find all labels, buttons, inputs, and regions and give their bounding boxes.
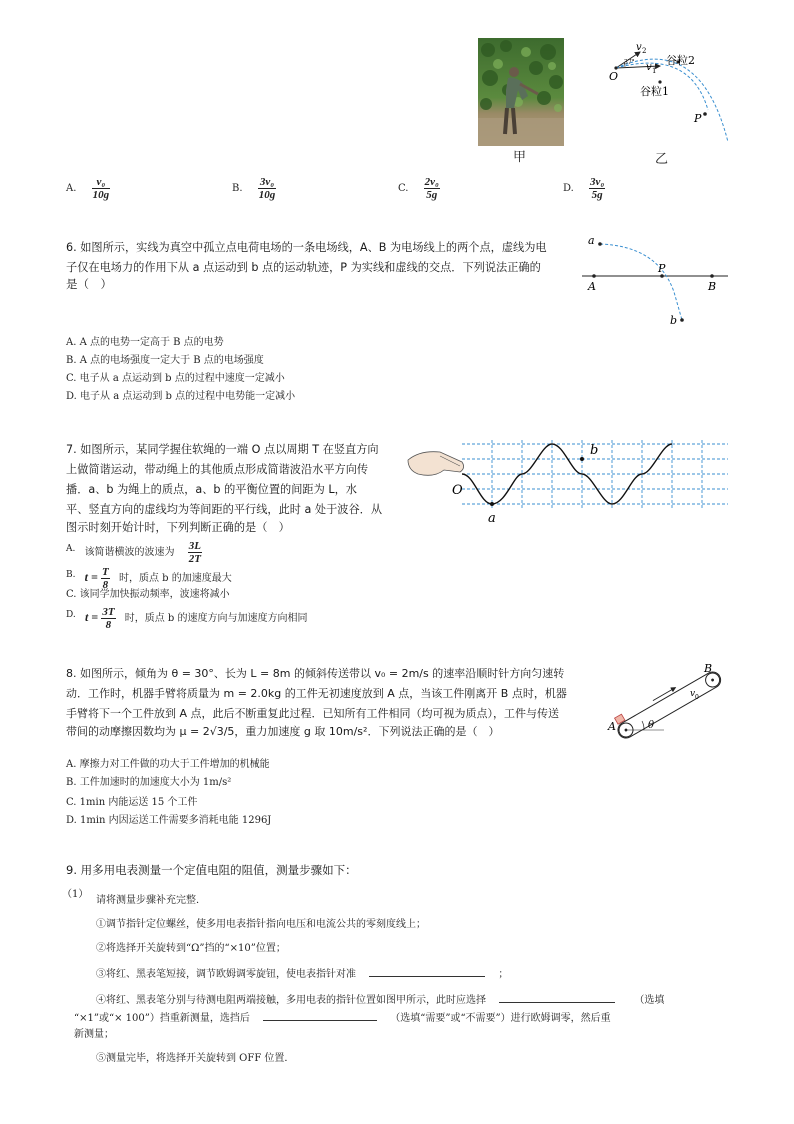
q6-stem-line-2: 子仅在电场力的作用下从 a 点运动到 b 点的运动轨迹，P 为实线和虚线的交点．下列说法正确的 — [66, 261, 541, 274]
q6-option-c[interactable]: C. 电子从 a 点运动到 b 点的过程中速度一定减小 — [66, 373, 285, 384]
q9-step-3 — [96, 964, 508, 984]
q7-label-a: a — [488, 511, 496, 526]
label-v2-sub: 2 — [642, 47, 647, 55]
q6-option-a[interactable]: A. A 点的电势一定高于 B 点的电势 — [66, 337, 224, 348]
label-P: P — [694, 112, 702, 125]
q5-option-b-num: 3v₀ — [258, 176, 277, 189]
q5-option-d-num: 3v₀ — [590, 176, 605, 188]
q9-blank-3[interactable] — [263, 1008, 377, 1021]
q7-stem-line-5: 图示时刻开始计时，下列判断正确的是（ ） — [66, 521, 290, 534]
q6-label-A: A — [588, 280, 596, 293]
q6-label-B: B — [708, 280, 717, 293]
q9-step-4-zero-hint: （选填“需要”或“不需要”）进行欧姆调零，然后重 — [390, 1013, 611, 1024]
label-v2: v — [636, 42, 642, 53]
q7-option-a-letter: A. — [66, 544, 76, 554]
q8-option-a[interactable]: A. 摩擦力对工件做的功大于工件增加的机械能 — [66, 759, 270, 770]
label-O: O — [609, 70, 619, 83]
q5-option-c-fraction — [424, 176, 440, 201]
q7-option-d-letter: D. — [66, 610, 76, 620]
label-v1-sub: 1 — [652, 67, 657, 75]
q9-part-number: （1） — [62, 889, 89, 900]
q5-option-a-fraction — [92, 176, 111, 201]
q7-option-a-text: 该简谐横波的波速为 — [84, 547, 175, 558]
q5-option-d-den: 5g — [591, 189, 603, 201]
q9-step-4-line-3: 新测量； — [74, 1029, 114, 1040]
q7-option-b-den: 8 — [102, 579, 109, 591]
farmer-photo — [478, 38, 564, 146]
q9-blank-2[interactable] — [499, 990, 615, 1003]
q8-conveyor-figure — [604, 660, 734, 746]
q9-step-4-range-text: “×1”或“× 100”）挡重新测量，选挡后 — [74, 1013, 250, 1024]
q7-stem-line-1: 7. 如图所示，某同学握住软绳的一端 O 点以周期 T 在竖直方向 — [66, 443, 379, 456]
q7-stem-line-4: 平、竖直方向的虚线均为等间距的平行线，此时 a 处于波谷．从 — [66, 503, 383, 516]
q5-option-d-letter: D. — [563, 183, 574, 194]
q6-stem-line-1: 6. 如图所示，实线为真空中孤立点电荷电场的一条电场线，A、B 为电场线上的两个点，虚线为电 — [66, 241, 547, 254]
q5-option-b-letter: B. — [232, 183, 243, 194]
q5-option-d-fraction — [589, 176, 605, 201]
q9-blank-1[interactable] — [369, 964, 485, 977]
q7-label-O: O — [452, 483, 463, 498]
q7-wave-figure — [404, 432, 730, 528]
q8-option-b[interactable]: B. 工件加速时的加速度大小为 1m/s² — [66, 777, 232, 788]
q5-option-c[interactable] — [398, 176, 440, 201]
q7-option-a[interactable] — [66, 540, 202, 565]
q5-option-a-den: 10g — [92, 189, 110, 201]
q7-option-d-pre: t = — [84, 610, 99, 624]
q7-option-a-fraction — [188, 540, 202, 565]
q9-step-4-line-1 — [96, 990, 728, 1010]
q9-step-3-text: ③将红、黑表笔短接，调节欧姆调零旋钮，使电表指针对准 — [96, 969, 356, 980]
q9-step-4-select-hint: （选填 — [634, 995, 665, 1006]
q8-stem-line-4: 带间的动摩擦因数均为 μ = 2√3/5，重力加速度 g 取 10m/s²．下列说法正确的是（ ） — [66, 725, 500, 738]
q7-stem-line-2: 上做简谐运动，带动绳上的其他质点形成简谐波沿水平方向传 — [66, 463, 369, 476]
q9-step-1: ①调节指针定位螺丝，使多用电表指针指向电压和电流公共的零刻度线上； — [96, 919, 426, 930]
q9-step-4-line-2 — [74, 1008, 734, 1028]
label-grain2: 谷粒2 — [666, 54, 695, 67]
q7-label-b: b — [590, 443, 599, 458]
q5-option-a-num: v₀ — [92, 176, 111, 189]
q7-option-b-num: T — [102, 566, 109, 578]
q8-stem-line-3: 手臂将下一个工件放到 A 点，此后不断重复此过程．已知所有工件相同（均可视为质点），工件与传送 — [66, 707, 560, 720]
q6-stem-line-3: 是（ ） — [66, 277, 112, 291]
q8-option-d[interactable]: D. 1min 内因运送工件需要多消耗电能 1296J — [66, 815, 272, 826]
q5-option-c-num: 2v₀ — [424, 176, 439, 188]
q5-option-a[interactable] — [66, 176, 110, 201]
label-37deg: 37° — [624, 59, 635, 66]
q9-title: 9. 用多用电表测量一个定值电阻的阻值，测量步骤如下： — [66, 863, 357, 877]
q6-label-a: a — [588, 234, 595, 247]
q9-step-5: ⑤测量完毕，将选择开关旋转到 OFF 位置． — [96, 1053, 295, 1064]
q6-field-line-figure — [578, 232, 730, 328]
q7-option-a-num: 3L — [188, 540, 201, 552]
grain-trajectory-figure — [600, 32, 740, 148]
q7-option-d-num: 3T — [102, 606, 115, 618]
q9-step-4-text: ④将红、黑表笔分别与待测电阻两端接触，多用电表的指针位置如图甲所示，此时应选择 — [96, 995, 486, 1006]
q5-option-d[interactable] — [563, 176, 605, 201]
q8-label-B: B — [704, 662, 713, 675]
q8-stem-line-2: 动．工作时，机器手臂将质量为 m = 2.0kg 的工件无初速度放到 A 点，当该工件刚离开 B 点时，机器 — [66, 687, 567, 700]
figure-label-jia: 甲 — [513, 150, 527, 165]
q7-option-a-den: 2T — [188, 553, 201, 565]
q9-step-2: ②将选择开关旋转到“Ω”挡的“×10”位置； — [96, 943, 286, 954]
q7-option-d-fraction — [101, 606, 115, 631]
label-v1: v — [646, 62, 652, 73]
q7-option-d-text: 时，质点 b 的速度方向与加速度方向相同 — [124, 613, 308, 624]
q5-option-b[interactable] — [232, 176, 276, 201]
label-grain1: 谷粒1 — [640, 85, 669, 98]
q8-stem-line-1: 8. 如图所示，倾角为 θ = 30°、长为 L = 8m 的倾斜传送带以 v₀ = 2m/s 的速率沿顺时针方向匀速转 — [66, 667, 565, 680]
q7-stem-line-3: 播．a、b 为绳上的质点，a、b 的平衡位置的间距为 L，水 — [66, 483, 357, 496]
q6-label-b: b — [670, 314, 678, 327]
q7-option-b-pre: t = — [84, 570, 98, 584]
q7-option-d[interactable] — [66, 606, 308, 631]
q8-label-v0-sub: 0 — [695, 694, 699, 701]
q6-option-d[interactable]: D. 电子从 a 点运动到 b 点的过程中电势能一定减小 — [66, 391, 296, 402]
q7-option-c[interactable]: C. 该同学加快振动频率，波速将减小 — [66, 589, 230, 600]
q5-option-b-den: 10g — [258, 189, 276, 201]
q7-option-b-text: 时，质点 b 的加速度最大 — [118, 573, 232, 584]
q5-option-a-letter: A. — [66, 183, 77, 194]
q7-option-b-letter: B. — [66, 570, 76, 580]
q5-option-c-letter: C. — [398, 183, 409, 194]
q6-option-b[interactable]: B. A 点的电场强度一定大于 B 点的电场强度 — [66, 355, 264, 366]
q5-option-c-den: 5g — [426, 189, 438, 201]
q7-option-d-den: 8 — [105, 619, 112, 631]
q6-label-P: P — [658, 262, 666, 275]
q8-label-theta: θ — [648, 720, 655, 731]
q8-label-A: A — [608, 720, 616, 733]
q8-option-c[interactable]: C. 1min 内能运送 15 个工件 — [66, 797, 198, 808]
q9-step-3-tail: ； — [498, 969, 509, 980]
q8-label-v0: v — [690, 689, 696, 699]
q5-option-b-fraction — [258, 176, 277, 201]
figure-label-yi: 乙 — [655, 152, 669, 167]
q9-part-instruction: 请将测量步骤补充完整． — [96, 895, 206, 906]
